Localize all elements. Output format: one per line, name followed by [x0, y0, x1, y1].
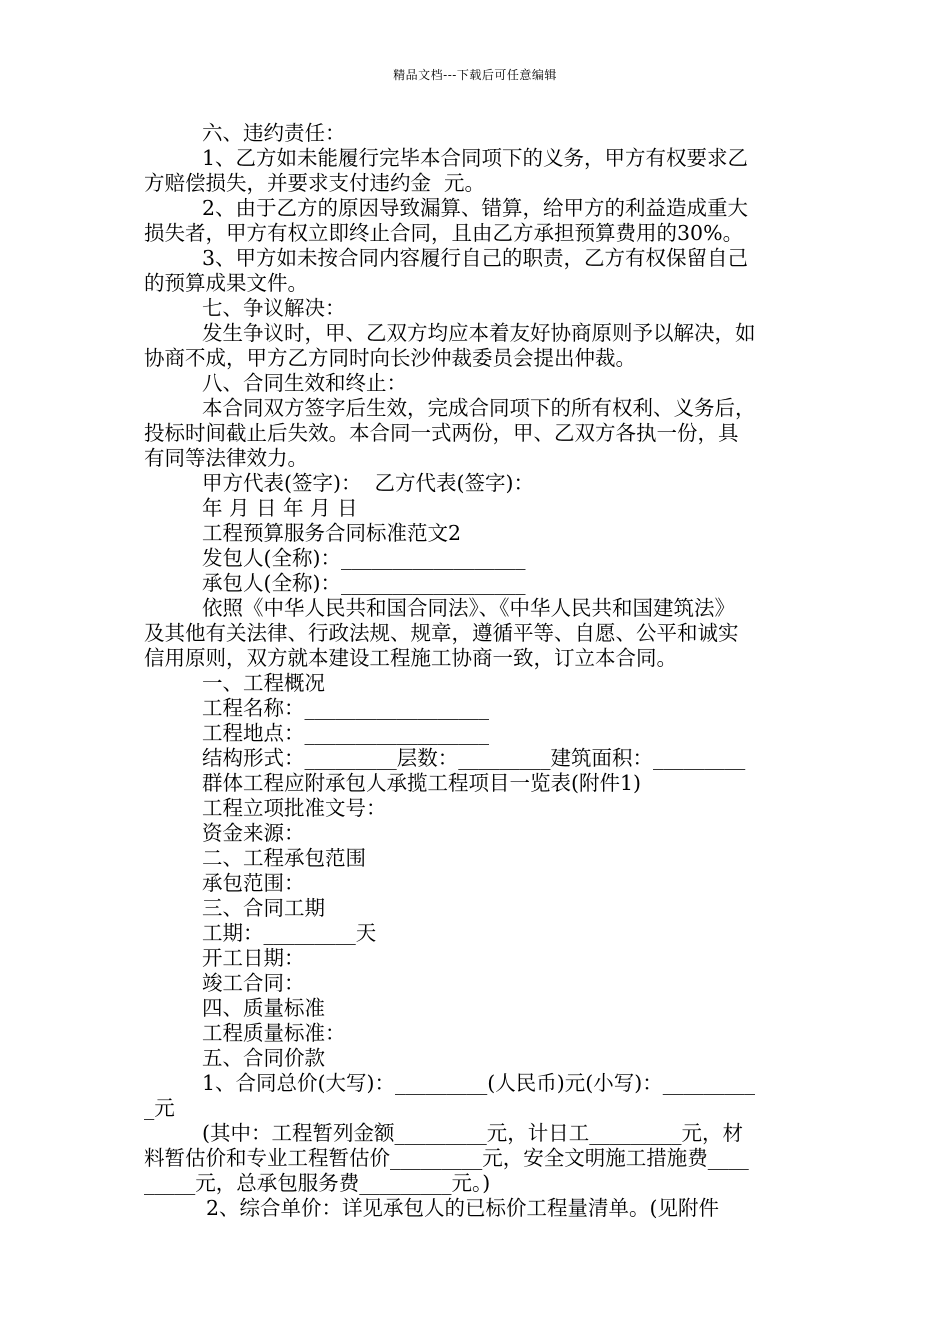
text-line: 七、争议解决：	[202, 296, 346, 320]
text-line: 有同等法律效力。	[144, 446, 308, 470]
text-line: 的预算成果文件。	[144, 271, 308, 295]
text-line: 六、违约责任：	[202, 121, 346, 145]
text-line: 方赔偿损失，并要求支付违约金 元。	[144, 171, 486, 195]
text-line: 竣工合同：	[202, 971, 305, 995]
text-line: 承包范围：	[202, 871, 305, 895]
page-header: 精品文档---下载后可任意编辑	[393, 68, 557, 82]
text-line: 1、合同总价(大写)：_________(人民币)元(小写)：_________	[202, 1071, 756, 1095]
text-line: 2、由于乙方的原因导致漏算、错算，给甲方的利益造成重大	[202, 196, 749, 220]
date-line: 年 月 日 年 月 日	[202, 496, 358, 520]
text-line: 三、合同工期	[202, 896, 325, 920]
text-line: 工程质量标准：	[202, 1021, 346, 1045]
text-line: 工程地点：__________________	[202, 721, 489, 745]
section-title: 工程预算服务合同标准范文2	[202, 521, 462, 545]
signature-line: 甲方代表(签字)： 乙方代表(签字)：	[202, 471, 535, 495]
text-line: 五、合同价款	[202, 1046, 325, 1070]
text-line: 1、乙方如未能履行完毕本合同项下的义务，甲方有权要求乙	[202, 146, 749, 170]
text-line: 工期：_________天	[202, 921, 377, 945]
text-line: 协商不成，甲方乙方同时向长沙仲裁委员会提出仲裁。	[144, 346, 636, 370]
text-line: _____元，总承包服务费_________元。)	[144, 1171, 491, 1195]
text-line: 2、综合单价：详见承包人的已标价工程量清单。(见附件	[206, 1196, 720, 1220]
text-line: 工程立项批准文号：	[202, 796, 387, 820]
text-line: 二、工程承包范围	[202, 846, 366, 870]
text-line: 工程名称：__________________	[202, 696, 489, 720]
text-line: 及其他有关法律、行政法规、规章，遵循平等、自愿、公平和诚实	[144, 621, 739, 645]
text-line: 四、质量标准	[202, 996, 325, 1020]
text-line: 一、工程概况	[202, 671, 325, 695]
document-body	[144, 121, 808, 1221]
text-line: 资金来源：	[202, 821, 305, 845]
text-line: _元	[144, 1096, 175, 1120]
text-line: 料暂估价和专业工程暂估价_________元，安全文明施工措施费____	[144, 1146, 749, 1170]
text-line: (其中：工程暂列金额_________元，计日工_________元，材	[202, 1121, 743, 1145]
text-line: 发生争议时，甲、乙双方均应本着友好协商原则予以解决，如	[202, 321, 756, 345]
text-line: 本合同双方签字后生效，完成合同项下的所有权利、义务后，	[202, 396, 756, 420]
text-line: 投标时间截止后失效。本合同一式两份，甲、乙双方各执一份，具	[144, 421, 739, 445]
text-line: 承包人(全称)：__________________	[202, 571, 526, 595]
text-line: 八、合同生效和终止：	[202, 371, 407, 395]
text-line: 损失者，甲方有权立即终止合同，且由乙方承担预算费用的30%。	[144, 221, 744, 245]
text-line: 发包人(全称)：__________________	[202, 546, 526, 570]
text-line: 结构形式：_________层数：_________建筑面积：_________	[202, 746, 746, 770]
text-line: 开工日期：	[202, 946, 305, 970]
text-line: 依照《中华人民共和国合同法》、《中华人民共和国建筑法》	[202, 596, 735, 620]
text-line: 信用原则，双方就本建设工程施工协商一致，订立本合同。	[144, 646, 677, 670]
text-line: 3、甲方如未按合同内容履行自己的职责，乙方有权保留自己	[202, 246, 749, 270]
text-line: 群体工程应附承包人承揽工程项目一览表(附件1)	[202, 771, 642, 795]
